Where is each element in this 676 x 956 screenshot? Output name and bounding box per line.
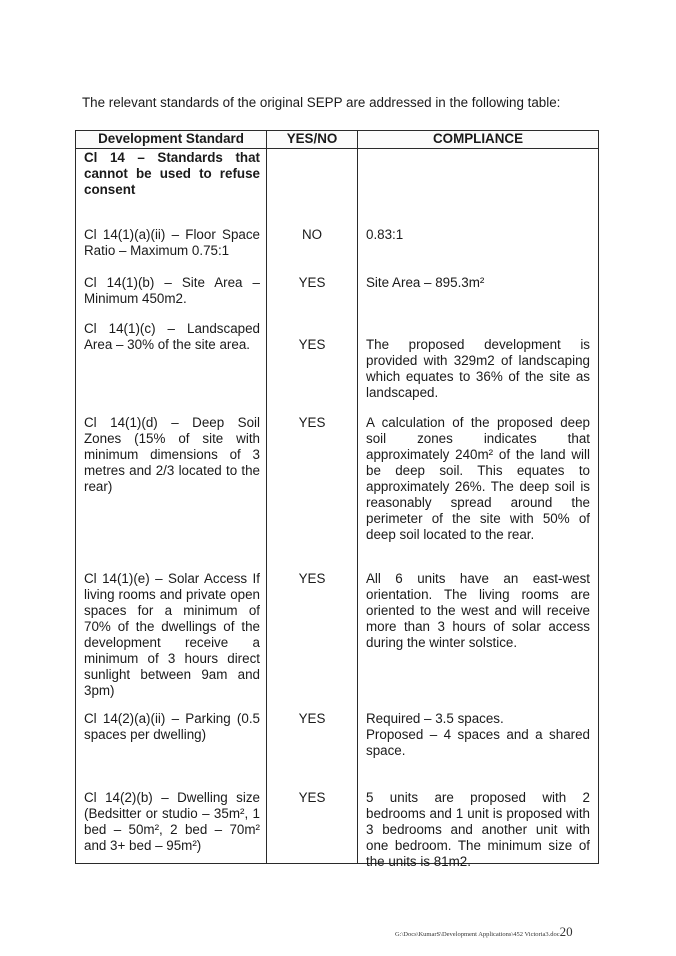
footer-file-path: G:\Docs\KumarS\Development Applications\452 Victoria3.doc bbox=[395, 931, 560, 938]
standard-floor-space: Cl 14(1)(a)(ii) – Floor Space Ratio – Maximum 0.75:1 bbox=[84, 227, 260, 258]
header-yes-no: YES/NO bbox=[267, 131, 358, 149]
header-development-standard: Development Standard bbox=[76, 131, 267, 149]
footer bbox=[395, 924, 573, 940]
standard-dwelling-size: Cl 14(2)(b) – Dwelling size (Bedsitter or studio – 35m², 1 bed – 50m², 2 bed – 70m² and 3+ bed – 95m²) bbox=[84, 790, 260, 853]
compliance-parking bbox=[366, 711, 590, 759]
table-header-row bbox=[76, 131, 599, 149]
section-heading: Cl 14 – Standards that cannot be used to refuse consent bbox=[84, 150, 260, 197]
standard-solar-access: Cl 14(1)(e) – Solar Access If living rooms and private open spaces for a minimum of 70% of the dwellings of the development receive a minimum of 3 hours direct sunlight between 9am and 3pm) bbox=[84, 571, 260, 698]
yesno-deep-soil: YES bbox=[298, 415, 326, 430]
yesno-parking: YES bbox=[298, 711, 326, 726]
compliance-floor-space: 0.83:1 bbox=[366, 227, 404, 242]
yesno-site-area: YES bbox=[298, 275, 326, 290]
intro-text: The relevant standards of the original SEPP are addressed in the following table: bbox=[82, 95, 561, 110]
compliance-column bbox=[358, 149, 599, 869]
header-compliance: COMPLIANCE bbox=[358, 131, 599, 149]
compliance-landscaped-area: The proposed development is provided with 329m2 of landscaping which equates to 36% of the site as landscaped. bbox=[366, 337, 590, 400]
compliance-solar-access: All 6 units have an east-west orientation. The living rooms are oriented to the west and will receive more than 3 hours of solar access during the winter solstice. bbox=[366, 571, 590, 650]
yesno-column bbox=[267, 149, 358, 864]
page-number: 20 bbox=[559, 924, 573, 939]
yesno-landscaped-area: YES bbox=[298, 337, 326, 352]
compliance-dwelling-size: 5 units are proposed with 2 bedrooms and 1 unit is proposed with 3 bedrooms and another unit with one bedroom. The minimum size of the units is 81m2. bbox=[366, 790, 590, 869]
yesno-dwelling-size: YES bbox=[298, 790, 326, 805]
compliance-site-area: Site Area – 895.3m² bbox=[366, 275, 485, 290]
standard-column bbox=[76, 149, 267, 864]
standard-deep-soil: Cl 14(1)(d) – Deep Soil Zones (15% of site with minimum dimensions of 3 metres and 2/3 located to the rear) bbox=[84, 415, 260, 494]
standard-landscaped-area: Cl 14(1)(c) – Landscaped Area – 30% of the site area. bbox=[84, 321, 260, 352]
yesno-floor-space: NO bbox=[301, 227, 323, 242]
yesno-solar-access: YES bbox=[298, 571, 326, 586]
standards-table bbox=[75, 130, 599, 869]
standard-site-area: Cl 14(1)(b) – Site Area – Minimum 450m2. bbox=[84, 275, 260, 306]
compliance-deep-soil: A calculation of the proposed deep soil zones indicates that approximately 240m² of the land will be deep soil. This equates to approximately 26%. The deep soil is reasonably spread around the perimeter of the site with 50% of deep soil located to the rear. bbox=[366, 415, 590, 542]
compliance-parking-proposed: Proposed – 4 spaces and a shared space. bbox=[366, 727, 590, 758]
standard-parking: Cl 14(2)(a)(ii) – Parking (0.5 spaces per dwelling) bbox=[84, 711, 260, 742]
table-body-row bbox=[76, 149, 599, 864]
compliance-parking-required: Required – 3.5 spaces. bbox=[366, 711, 504, 726]
